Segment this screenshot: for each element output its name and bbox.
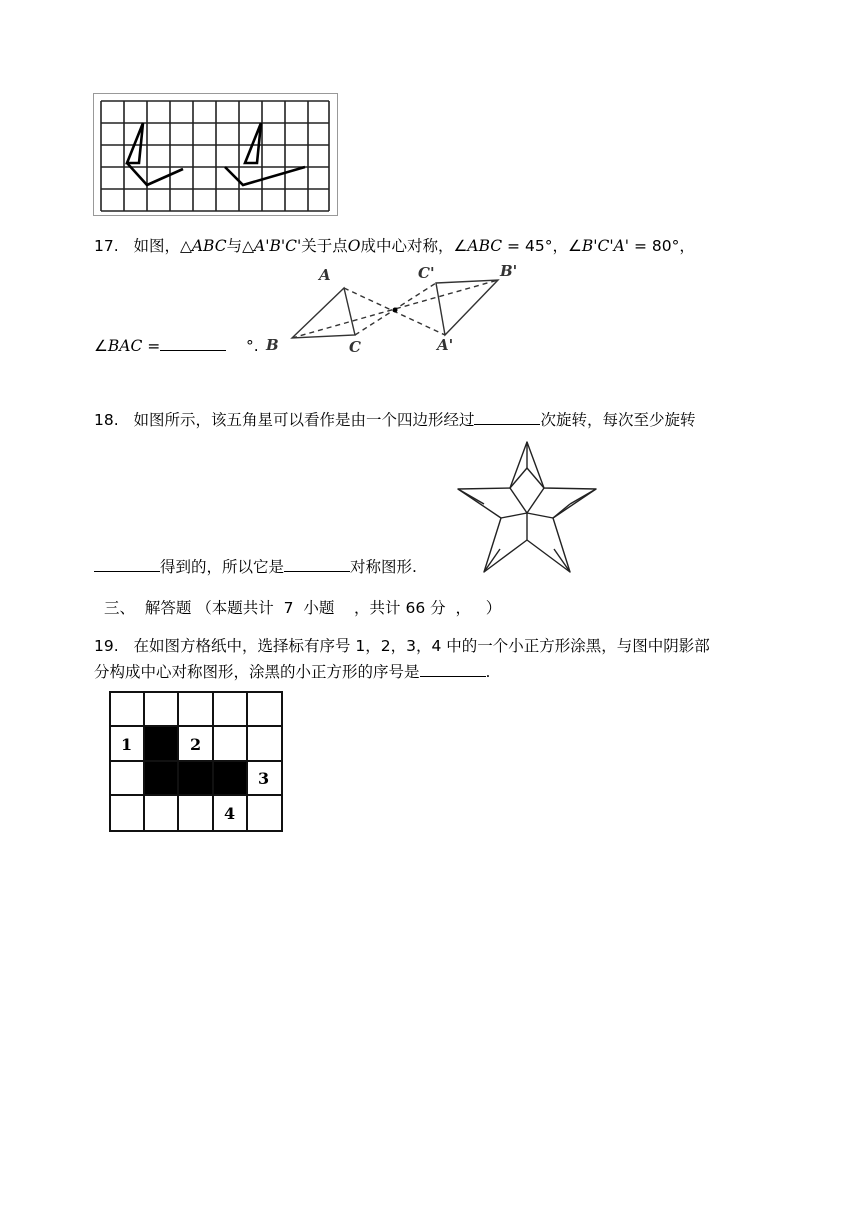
q18-number: 18. xyxy=(94,411,119,429)
q19-line2: 分构成中心对称图形，涂黑的小正方形的序号是 . xyxy=(94,663,491,681)
answer-blank xyxy=(284,557,350,572)
central-symmetry-figure xyxy=(262,260,522,356)
grid-label-1: 1 xyxy=(121,735,133,754)
q17-line1: 17. 如图，△ABC与△A'B'C'关于点O成中心对称，∠ABC = 45°，∠B'C'A' = 80°， xyxy=(94,237,695,255)
label-A: A xyxy=(319,266,331,284)
q18-line1: 18. 如图所示，该五角星可以看作是由一个四边形经过 次旋转，每次至少旋转 xyxy=(94,411,696,429)
five-pointed-star-figure xyxy=(452,438,602,578)
answer-blank xyxy=(94,557,160,572)
answer-blank xyxy=(160,336,226,351)
grid-reflection-figure xyxy=(93,93,338,216)
q17-number: 17. xyxy=(94,237,119,255)
label-A-prime: A' xyxy=(437,336,454,354)
label-B: B xyxy=(266,336,279,354)
answer-blank xyxy=(474,410,540,425)
grid-label-4: 4 xyxy=(224,804,236,823)
grid-label-3: 3 xyxy=(258,769,270,788)
section-heading: 三、 解答题 （本题共计 7 小题 ，共计 66 分 ， ） xyxy=(104,599,502,617)
label-C-prime: C' xyxy=(418,264,435,282)
q18-line2: 得到的，所以它是 对称图形. xyxy=(94,557,417,577)
grid-label-2: 2 xyxy=(190,735,202,754)
q19-line1: 19. 在如图方格纸中，选择标有序号 1，2，3，4 中的一个小正方形涂黑，与图中阴影部 xyxy=(94,637,710,655)
q17-line2: ∠BAC = °. xyxy=(94,337,259,355)
label-B-prime: B' xyxy=(500,262,518,280)
q19-number: 19. xyxy=(94,637,119,655)
square-grid-figure xyxy=(93,688,288,836)
label-C: C xyxy=(349,338,361,356)
answer-blank xyxy=(420,662,486,677)
